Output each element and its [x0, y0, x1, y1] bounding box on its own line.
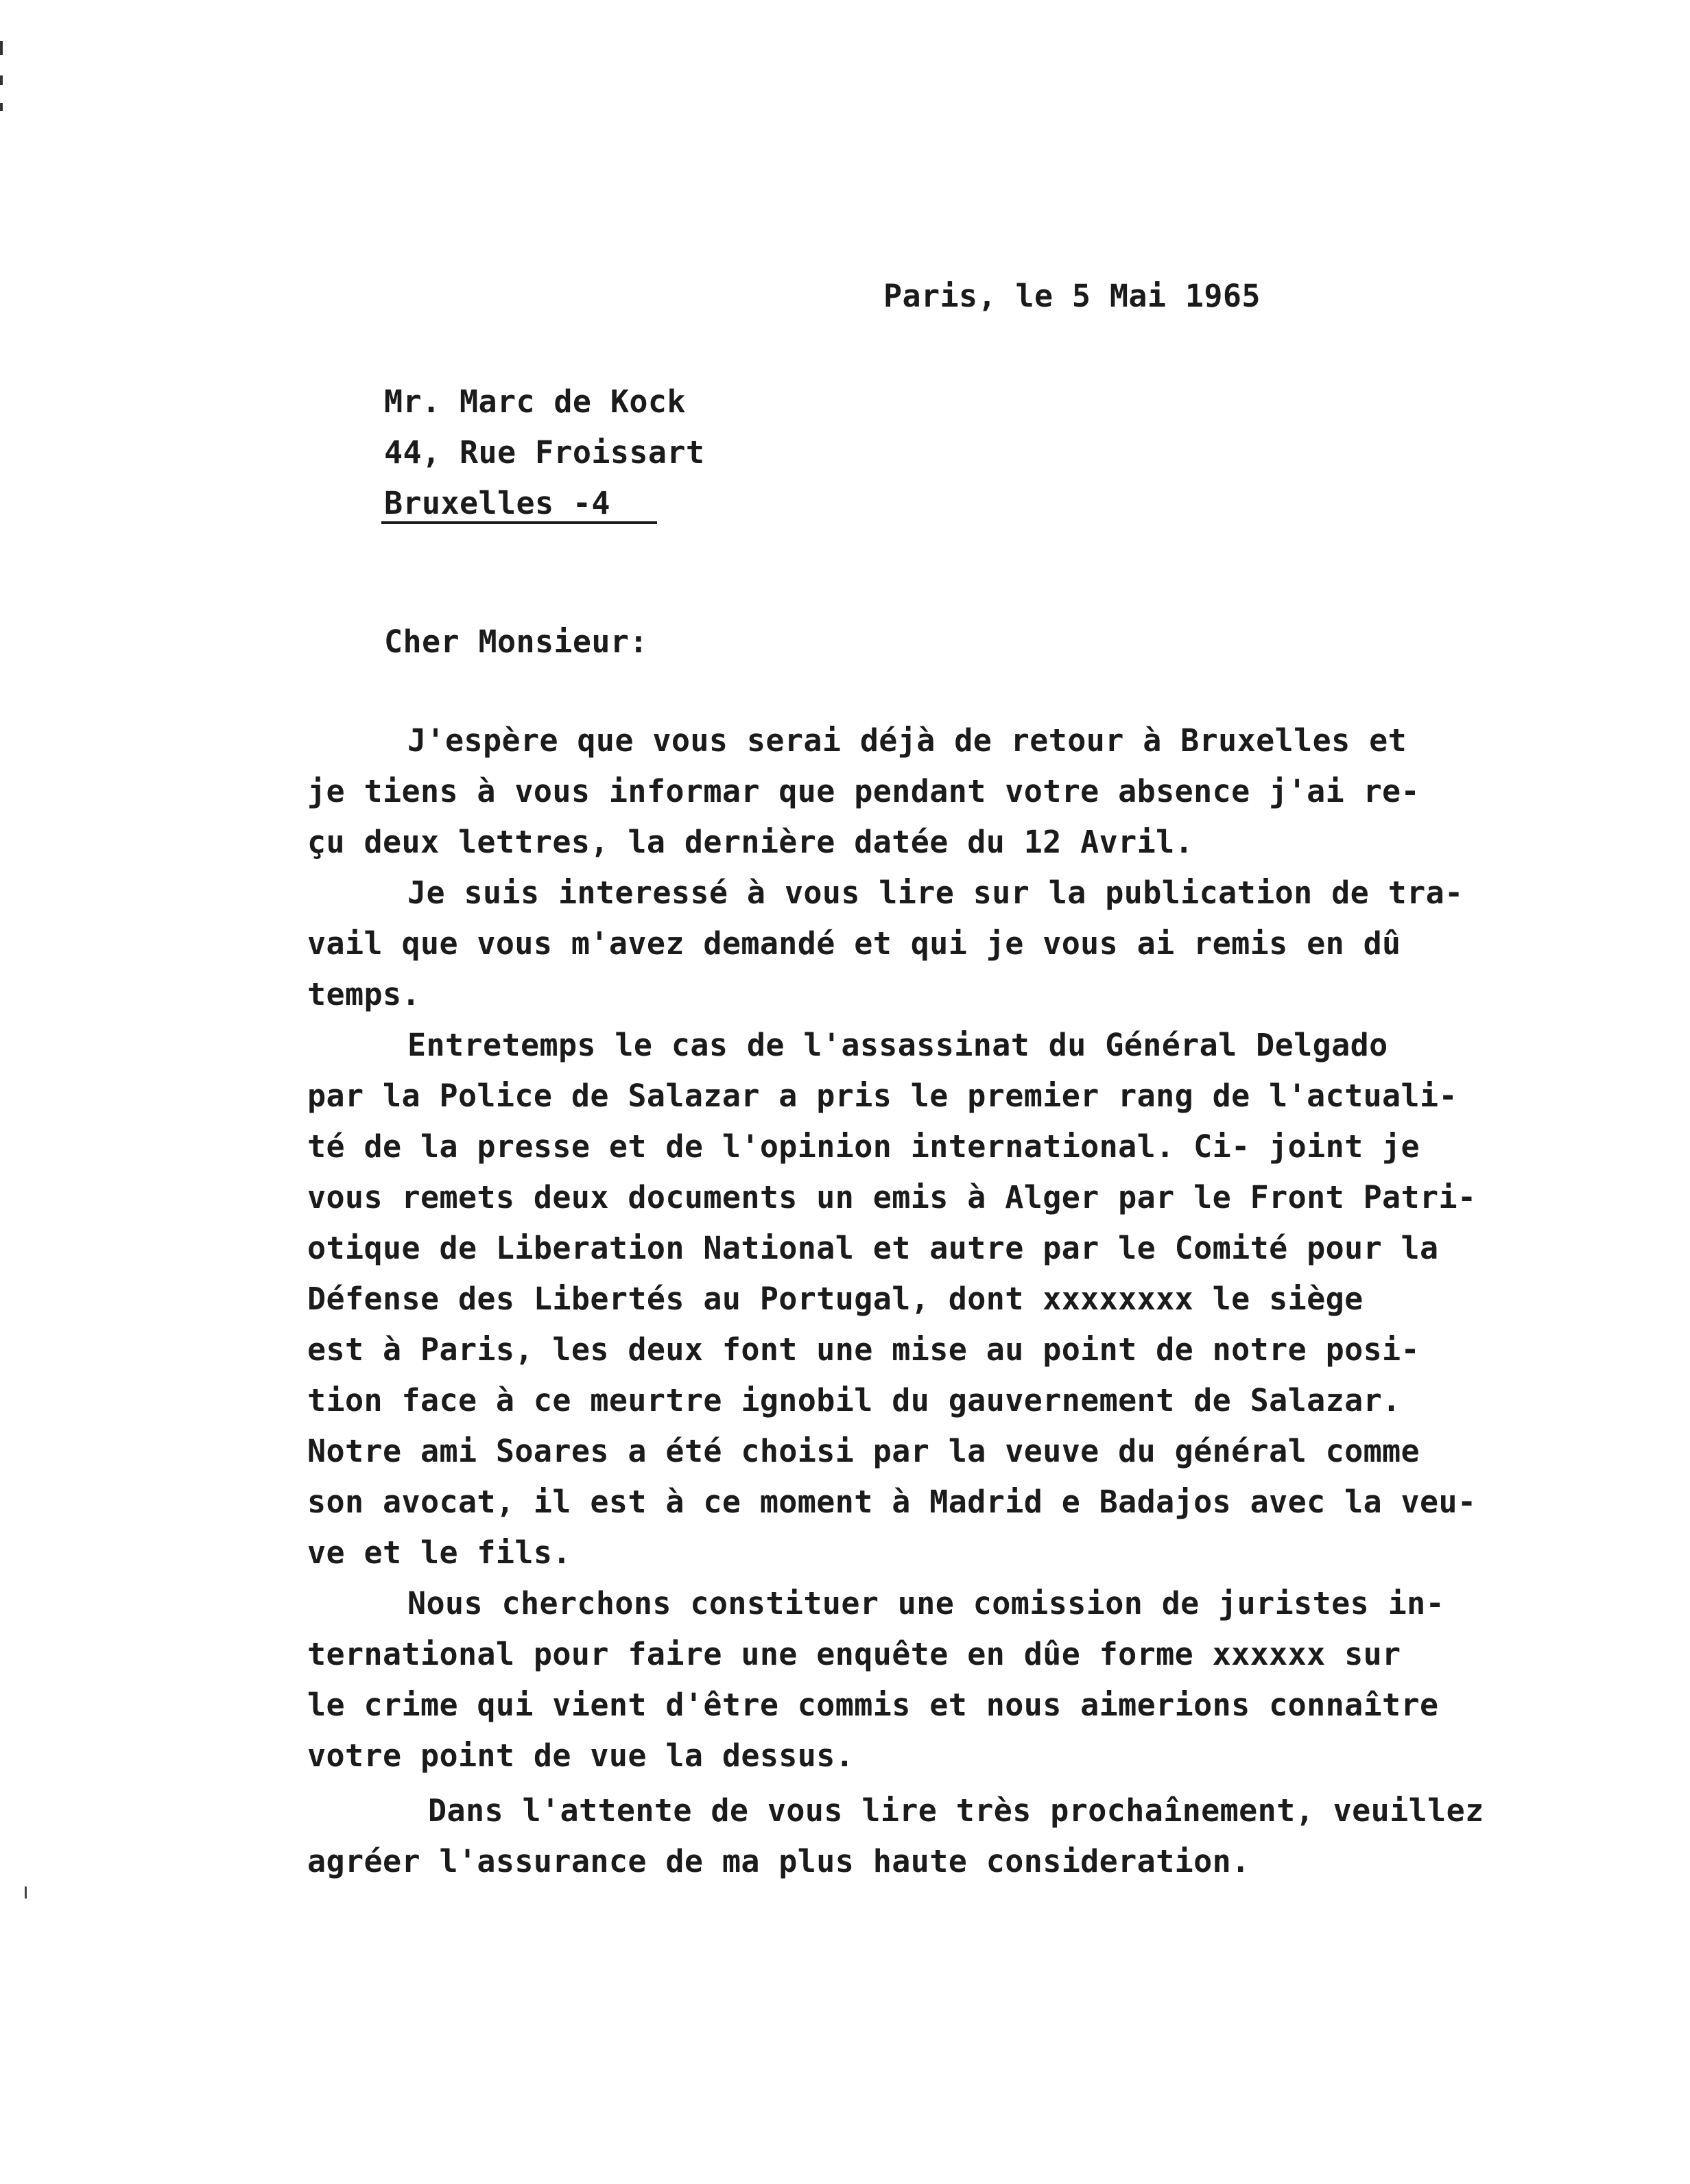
- scan-edge-mark: [0, 103, 3, 111]
- body-line: son avocat, il est à ce moment à Madrid e Badajos avec la veu-: [307, 1484, 1477, 1520]
- recipient-name: Mr. Marc de Kock: [384, 383, 686, 420]
- body-line: vous remets deux documents un emis à Alger par le Front Patri-: [307, 1179, 1477, 1215]
- body-line: je tiens à vous informar que pendant votre absence j'ai re-: [307, 773, 1420, 809]
- body-line: Dans l'attente de vous lire très prochaînement, veuillez: [428, 1792, 1484, 1829]
- recipient-street: 44, Rue Froissart: [384, 434, 705, 471]
- body-line: agréer l'assurance de ma plus haute consideration.: [307, 1843, 1250, 1879]
- body-line: té de la presse et de l'opinion international. Ci- joint je: [307, 1128, 1420, 1165]
- body-line: ve et le fils.: [307, 1534, 571, 1571]
- recipient-city-underline: [381, 521, 657, 524]
- body-line: est à Paris, les deux font une mise au point de notre posi-: [307, 1331, 1420, 1368]
- body-line: J'espère que vous serai déjà de retour à Bruxelles et: [407, 722, 1407, 759]
- scan-speck: [25, 1886, 27, 1899]
- body-line: Entretemps le cas de l'assassinat du Général Delgado: [407, 1027, 1388, 1063]
- body-line: le crime qui vient d'être commis et nous aimerions connaître: [307, 1687, 1439, 1723]
- body-line: temps.: [307, 976, 420, 1012]
- letter-date: Paris, le 5 Mai 1965: [883, 278, 1261, 314]
- body-line: ternational pour faire une enquête en dûe forme xxxxxx sur: [307, 1636, 1401, 1672]
- body-line: par la Police de Salazar a pris le premier rang de l'actuali-: [307, 1078, 1458, 1114]
- body-line: Défense des Libertés au Portugal, dont xxxxxxxx le siège: [307, 1281, 1364, 1317]
- body-line: votre point de vue la dessus.: [307, 1737, 855, 1774]
- body-line: tion face à ce meurtre ignobil du gauvernement de Salazar.: [307, 1382, 1401, 1419]
- body-line: Notre ami Soares a été choisi par la veuve du général comme: [307, 1433, 1420, 1469]
- body-line: Nous cherchons constituer une comission de juristes in-: [407, 1585, 1445, 1622]
- body-line: vail que vous m'avez demandé et qui je vous ai remis en dû: [307, 925, 1401, 962]
- recipient-city: Bruxelles -4: [384, 485, 610, 521]
- body-line: otique de Liberation National et autre par le Comité pour la: [307, 1230, 1439, 1266]
- scan-edge-mark: [0, 41, 3, 55]
- body-line: çu deux lettres, la dernière datée du 12 Avril.: [307, 824, 1194, 860]
- body-line: Je suis interessé à vous lire sur la publication de tra-: [407, 875, 1464, 911]
- salutation: Cher Monsieur:: [384, 624, 648, 660]
- scan-edge-mark: [0, 75, 3, 85]
